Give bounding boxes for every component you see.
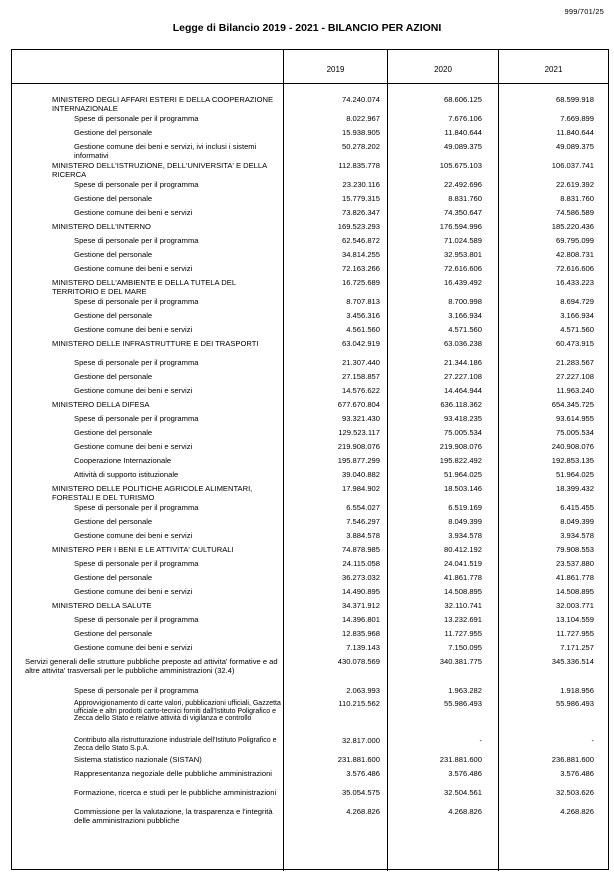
row-label: Spese di personale per il programma [74,297,199,306]
value-2020: 24.041.519 [443,559,482,568]
row-label: Contributo alla ristrutturazione industriale dell'Istituto Poligrafico e Zecca dello Stato S.p.A. [74,737,277,752]
value-2019: 32.817.000 [341,736,380,745]
row-label: Gestione del personale [74,311,153,320]
value-2021: 185.220.436 [551,222,594,231]
row-label: Spese di personale per il programma [74,559,199,568]
value-2019: 35.054.575 [341,788,380,797]
table-row-detail [12,700,608,737]
value-2020: 340.381.775 [439,657,482,666]
value-2020: 11.840.644 [444,128,482,137]
table-row-ministry [12,658,608,687]
value-2019: 219.908.076 [337,442,380,451]
value-2019: 27.158.857 [341,372,380,381]
value-2021: 14.508.895 [555,587,594,596]
value-2020: 75.005.534 [443,428,482,437]
row-label: Spese di personale per il programma [74,615,199,624]
value-2020: 21.344.186 [443,358,482,367]
row-label: Gestione del personale [74,372,153,381]
row-label: MINISTERO DELLA DIFESA [52,400,150,409]
row-label: Spese di personale per il programma [74,358,199,367]
value-2021: 192.853.135 [551,456,594,465]
table-row-detail [12,265,608,279]
value-2021: 23.537.880 [555,559,594,568]
value-2021: 3.934.578 [560,531,594,540]
value-2019: 8.022.967 [346,114,380,123]
table-row-detail [12,312,608,326]
value-2019: 72.163.266 [341,264,380,273]
value-2020: 219.908.076 [439,442,482,451]
value-2019: 23.230.116 [342,180,380,189]
row-label: Spese di personale per il programma [74,180,199,189]
value-2020: 32.953.801 [443,250,482,259]
value-2021: 32.003.771 [555,601,594,610]
row-label: Gestione comune dei beni e servizi [74,386,193,395]
value-2020: 74.350.647 [443,208,482,217]
value-2020: 16.439.492 [443,278,482,287]
row-label: Formazione, ricerca e studi per le pubbliche amministrazioni [74,788,277,797]
row-label: MINISTERO DEGLI AFFARI ESTERI E DELLA COOPERAZIONE INTERNAZIONALE [52,95,274,113]
value-2020: 93.418.235 [443,414,482,423]
value-2019: 15.938.905 [341,128,380,137]
table-row-detail [12,457,608,471]
value-2019: 3.456.316 [346,311,380,320]
table-row-detail [12,143,608,162]
table-row-detail [12,415,608,429]
table-body [12,96,608,827]
value-2019: 74.240.074 [341,95,380,104]
table-row-detail [12,251,608,265]
value-2020: 27.227.108 [443,372,482,381]
value-2021: 72.616.606 [555,264,594,273]
table-row-detail [12,588,608,602]
table-row-detail [12,237,608,251]
table-row-detail [12,373,608,387]
table-row-ministry [12,96,608,115]
row-label: MINISTERO DELL'ISTRUZIONE, DELL'UNIVERSITA' E DELLA RICERCA [52,161,267,179]
value-2019: 129.523.117 [338,428,380,437]
value-2021: 22.619.392 [555,180,594,189]
value-2021: 79.908.553 [555,545,594,554]
value-2019: 110.215.562 [338,699,380,708]
year-header-2021: 2021 [544,65,563,74]
value-2019: 7.546.297 [346,517,380,526]
value-2020: 14.508.895 [443,587,482,596]
value-2019: 50.278.202 [341,142,380,151]
row-label: Gestione comune dei beni e servizi [74,264,193,273]
budget-table [11,49,609,870]
value-2021: 69.795.099 [555,236,594,245]
value-2021: 60.473.915 [555,339,594,348]
value-2021: 654.345.725 [551,400,594,409]
value-2020: 636.118.362 [440,400,482,409]
value-2021: 8.831.760 [560,194,594,203]
value-2021: 8.694.729 [560,297,594,306]
value-2021: 68.599.918 [555,95,594,104]
table-row-detail [12,737,608,756]
value-2021: 55.986.493 [555,699,594,708]
value-2020: 8.831.760 [448,194,482,203]
table-row-detail [12,471,608,485]
year-header-2019: 2019 [326,65,345,74]
table-row-ministry [12,602,608,616]
value-2020: 22.492.696 [443,180,482,189]
table-row-detail [12,298,608,312]
value-2020: 18.503.146 [443,484,482,493]
value-2020: 68.606.125 [443,95,482,104]
value-2020: 71.024.589 [443,236,482,245]
table-row-detail [12,326,608,340]
row-label: Approvvigionamento di carte valori, pubblicazioni ufficiali, Gazzetta ufficiale e altri prodotti carto-tecnici forniti dall'Istituto Poligrafico e Zecca dello Stato e relative attività di vigilanza e controllo [74,700,281,723]
value-2019: 12.835.968 [341,629,380,638]
value-2019: 112.835.778 [338,161,380,170]
value-2019: 39.040.882 [341,470,380,479]
value-2019: 2.063.993 [346,686,380,695]
value-2021: 13.104.559 [555,615,594,624]
value-2020: 80.412.192 [443,545,482,554]
row-label: MINISTERO DELL'AMBIENTE E DELLA TUTELA DEL TERRITORIO E DEL MARE [52,278,236,296]
row-label: MINISTERO DELLA SALUTE [52,601,152,610]
value-2021: 106.037.741 [551,161,594,170]
table-row-detail [12,129,608,143]
value-2020: 8.049.399 [448,517,482,526]
value-2019: 4.561.560 [346,325,380,334]
document-reference: 999/701/25 [564,7,604,16]
value-2020: 32.504.561 [443,788,482,797]
row-label: Gestione comune dei beni e servizi [74,208,193,217]
table-row-detail [12,644,608,658]
value-2021: 11.963.240 [556,386,594,395]
value-2020: 51.964.025 [443,470,482,479]
row-label: Spese di personale per il programma [74,686,199,695]
table-row-detail [12,429,608,443]
value-2019: 169.523.293 [337,222,380,231]
value-2021: 18.399.432 [555,484,594,493]
value-2020: 13.232.691 [443,615,482,624]
value-2021: 11.840.644 [556,128,594,137]
value-2019: 4.268.826 [346,807,380,816]
row-label: MINISTERO DELLE INFRASTRUTTURE E DEI TRASPORTI [52,339,259,348]
value-2019: 3.576.486 [346,769,380,778]
table-row-detail [12,504,608,518]
row-label: Gestione del personale [74,428,153,437]
table-row-detail [12,756,608,770]
value-2019: 14.576.622 [341,386,380,395]
value-2020: 72.616.606 [443,264,482,273]
row-label: Spese di personale per il programma [74,236,199,245]
value-2019: 3.884.578 [346,531,380,540]
row-label: Spese di personale per il programma [74,414,199,423]
value-2019: 231.881.600 [337,755,380,764]
value-2021: 4.571.560 [560,325,594,334]
row-label: MINISTERO DELL'INTERNO [52,222,151,231]
value-2020: 7.676.106 [448,114,482,123]
row-label: Gestione comune dei beni e servizi [74,643,193,652]
row-label: Gestione comune dei beni e servizi [74,531,193,540]
value-2020: - [479,736,482,745]
table-row-detail [12,115,608,129]
table-row-ministry [12,485,608,504]
value-2021: 3.576.486 [560,769,594,778]
table-row-detail [12,616,608,630]
value-2019: 14.396.801 [341,615,380,624]
value-2019: 36.273.032 [341,573,380,582]
value-2021: 3.166.934 [560,311,594,320]
value-2020: 3.576.486 [448,769,482,778]
table-row-ministry [12,340,608,359]
table-row-detail [12,574,608,588]
value-2021: - [591,736,594,745]
value-2021: 16.433.223 [555,278,594,287]
table-row-detail [12,443,608,457]
row-label: Gestione del personale [74,629,153,638]
value-2021: 6.415.455 [560,503,594,512]
value-2021: 27.227.108 [555,372,594,381]
table-row-detail [12,387,608,401]
value-2021: 345.336.514 [551,657,594,666]
value-2020: 14.464.944 [443,386,482,395]
value-2019: 430.078.569 [337,657,380,666]
row-label: Gestione del personale [74,128,153,137]
value-2021: 7.171.257 [560,643,594,652]
value-2020: 1.963.282 [448,686,482,695]
value-2020: 55.986.493 [443,699,482,708]
value-2019: 17.984.902 [341,484,380,493]
value-2021: 42.808.731 [555,250,594,259]
row-label: Spese di personale per il programma [74,114,199,123]
table-row-detail [12,518,608,532]
row-label: Gestione del personale [74,250,153,259]
value-2019: 24.115.058 [342,559,380,568]
table-row-detail [12,770,608,789]
value-2020: 41.861.778 [443,573,482,582]
value-2021: 4.268.826 [560,807,594,816]
table-row-detail [12,532,608,546]
value-2020: 49.089.375 [443,142,482,151]
table-row-detail [12,630,608,644]
value-2020: 63.036.238 [443,339,482,348]
row-label: Gestione del personale [74,194,153,203]
value-2021: 240.908.076 [551,442,594,451]
value-2019: 34.371.912 [341,601,380,610]
value-2021: 8.049.399 [560,517,594,526]
value-2020: 195.822.492 [439,456,482,465]
value-2020: 7.150.095 [448,643,482,652]
table-row-ministry [12,546,608,560]
value-2019: 21.307.440 [341,358,380,367]
value-2021: 236.881.600 [551,755,594,764]
value-2020: 231.881.600 [439,755,482,764]
row-label: Gestione comune dei beni e servizi [74,325,193,334]
value-2019: 15.779.315 [341,194,380,203]
table-row-ministry [12,401,608,415]
value-2019: 7.139.143 [346,643,380,652]
row-label: Servizi generali delle strutture pubbliche preposte ad attivita' formative e ad altre attivita' trasversali per le pubbliche amministrazioni (32.4) [25,657,278,675]
row-label: Cooperazione Internazionale [74,456,172,465]
value-2021: 41.861.778 [555,573,594,582]
value-2020: 4.268.826 [448,807,482,816]
value-2020: 6.519.169 [448,503,482,512]
row-label: MINISTERO PER I BENI E LE ATTIVITA' CULTURALI [52,545,234,554]
table-row-detail [12,560,608,574]
value-2019: 195.877.299 [337,456,380,465]
row-label: Gestione comune dei beni e servizi, ivi inclusi i sistemi informativi [74,142,257,160]
value-2019: 74.878.985 [341,545,380,554]
row-label: Sistema statistico nazionale (SISTAN) [74,755,202,764]
value-2020: 11.727.955 [444,629,482,638]
value-2019: 16.725.689 [341,278,380,287]
row-label: Commissione per la valutazione, la trasparenza e l'integrità delle amministrazioni pubbliche [74,807,273,825]
table-row-detail [12,687,608,700]
value-2020: 3.934.578 [448,531,482,540]
table-row-ministry [12,279,608,298]
value-2021: 11.727.955 [556,629,594,638]
value-2020: 8.700.998 [448,297,482,306]
value-2019: 63.042.919 [341,339,380,348]
row-label: MINISTERO DELLE POLITICHE AGRICOLE ALIMENTARI, FORESTALI E DEL TURISMO [52,484,253,502]
row-label: Gestione del personale [74,517,153,526]
table-row-detail [12,808,608,827]
value-2021: 21.283.567 [555,358,594,367]
value-2019: 14.490.895 [341,587,380,596]
value-2019: 93.321.430 [341,414,380,423]
value-2021: 93.614.955 [555,414,594,423]
value-2019: 8.707.813 [346,297,380,306]
value-2019: 6.554.027 [346,503,380,512]
value-2021: 74.586.589 [555,208,594,217]
value-2021: 51.964.025 [555,470,594,479]
value-2021: 49.089.375 [555,142,594,151]
page-title: Legge di Bilancio 2019 - 2021 - BILANCIO PER AZIONI [172,22,442,34]
value-2020: 4.571.560 [448,325,482,334]
value-2021: 32.503.626 [555,788,594,797]
year-header-2020: 2020 [434,65,452,74]
value-2019: 62.546.872 [341,236,380,245]
row-label: Rappresentanza negoziale delle pubbliche amministrazioni [74,769,272,778]
value-2021: 75.005.534 [555,428,594,437]
value-2019: 34.814.255 [341,250,380,259]
table-row-detail [12,359,608,373]
table-row-ministry [12,162,608,181]
row-label: Spese di personale per il programma [74,503,199,512]
table-row-detail [12,195,608,209]
header-separator [12,83,608,84]
table-row-detail [12,181,608,195]
value-2020: 176.594.996 [439,222,482,231]
table-row-ministry [12,223,608,237]
value-2019: 677.670.804 [337,400,380,409]
value-2020: 105.675.103 [439,161,482,170]
row-label: Gestione comune dei beni e servizi [74,587,193,596]
value-2020: 3.166.934 [448,311,482,320]
row-label: Gestione del personale [74,573,153,582]
value-2021: 7.669.899 [560,114,594,123]
table-row-detail [12,209,608,223]
table-row-detail [12,789,608,808]
value-2019: 73.826.347 [341,208,380,217]
row-label: Gestione comune dei beni e servizi [74,442,193,451]
value-2020: 32.110.741 [444,601,482,610]
row-label: Attività di supporto istituzionale [74,470,179,479]
value-2021: 1.918.956 [560,686,594,695]
